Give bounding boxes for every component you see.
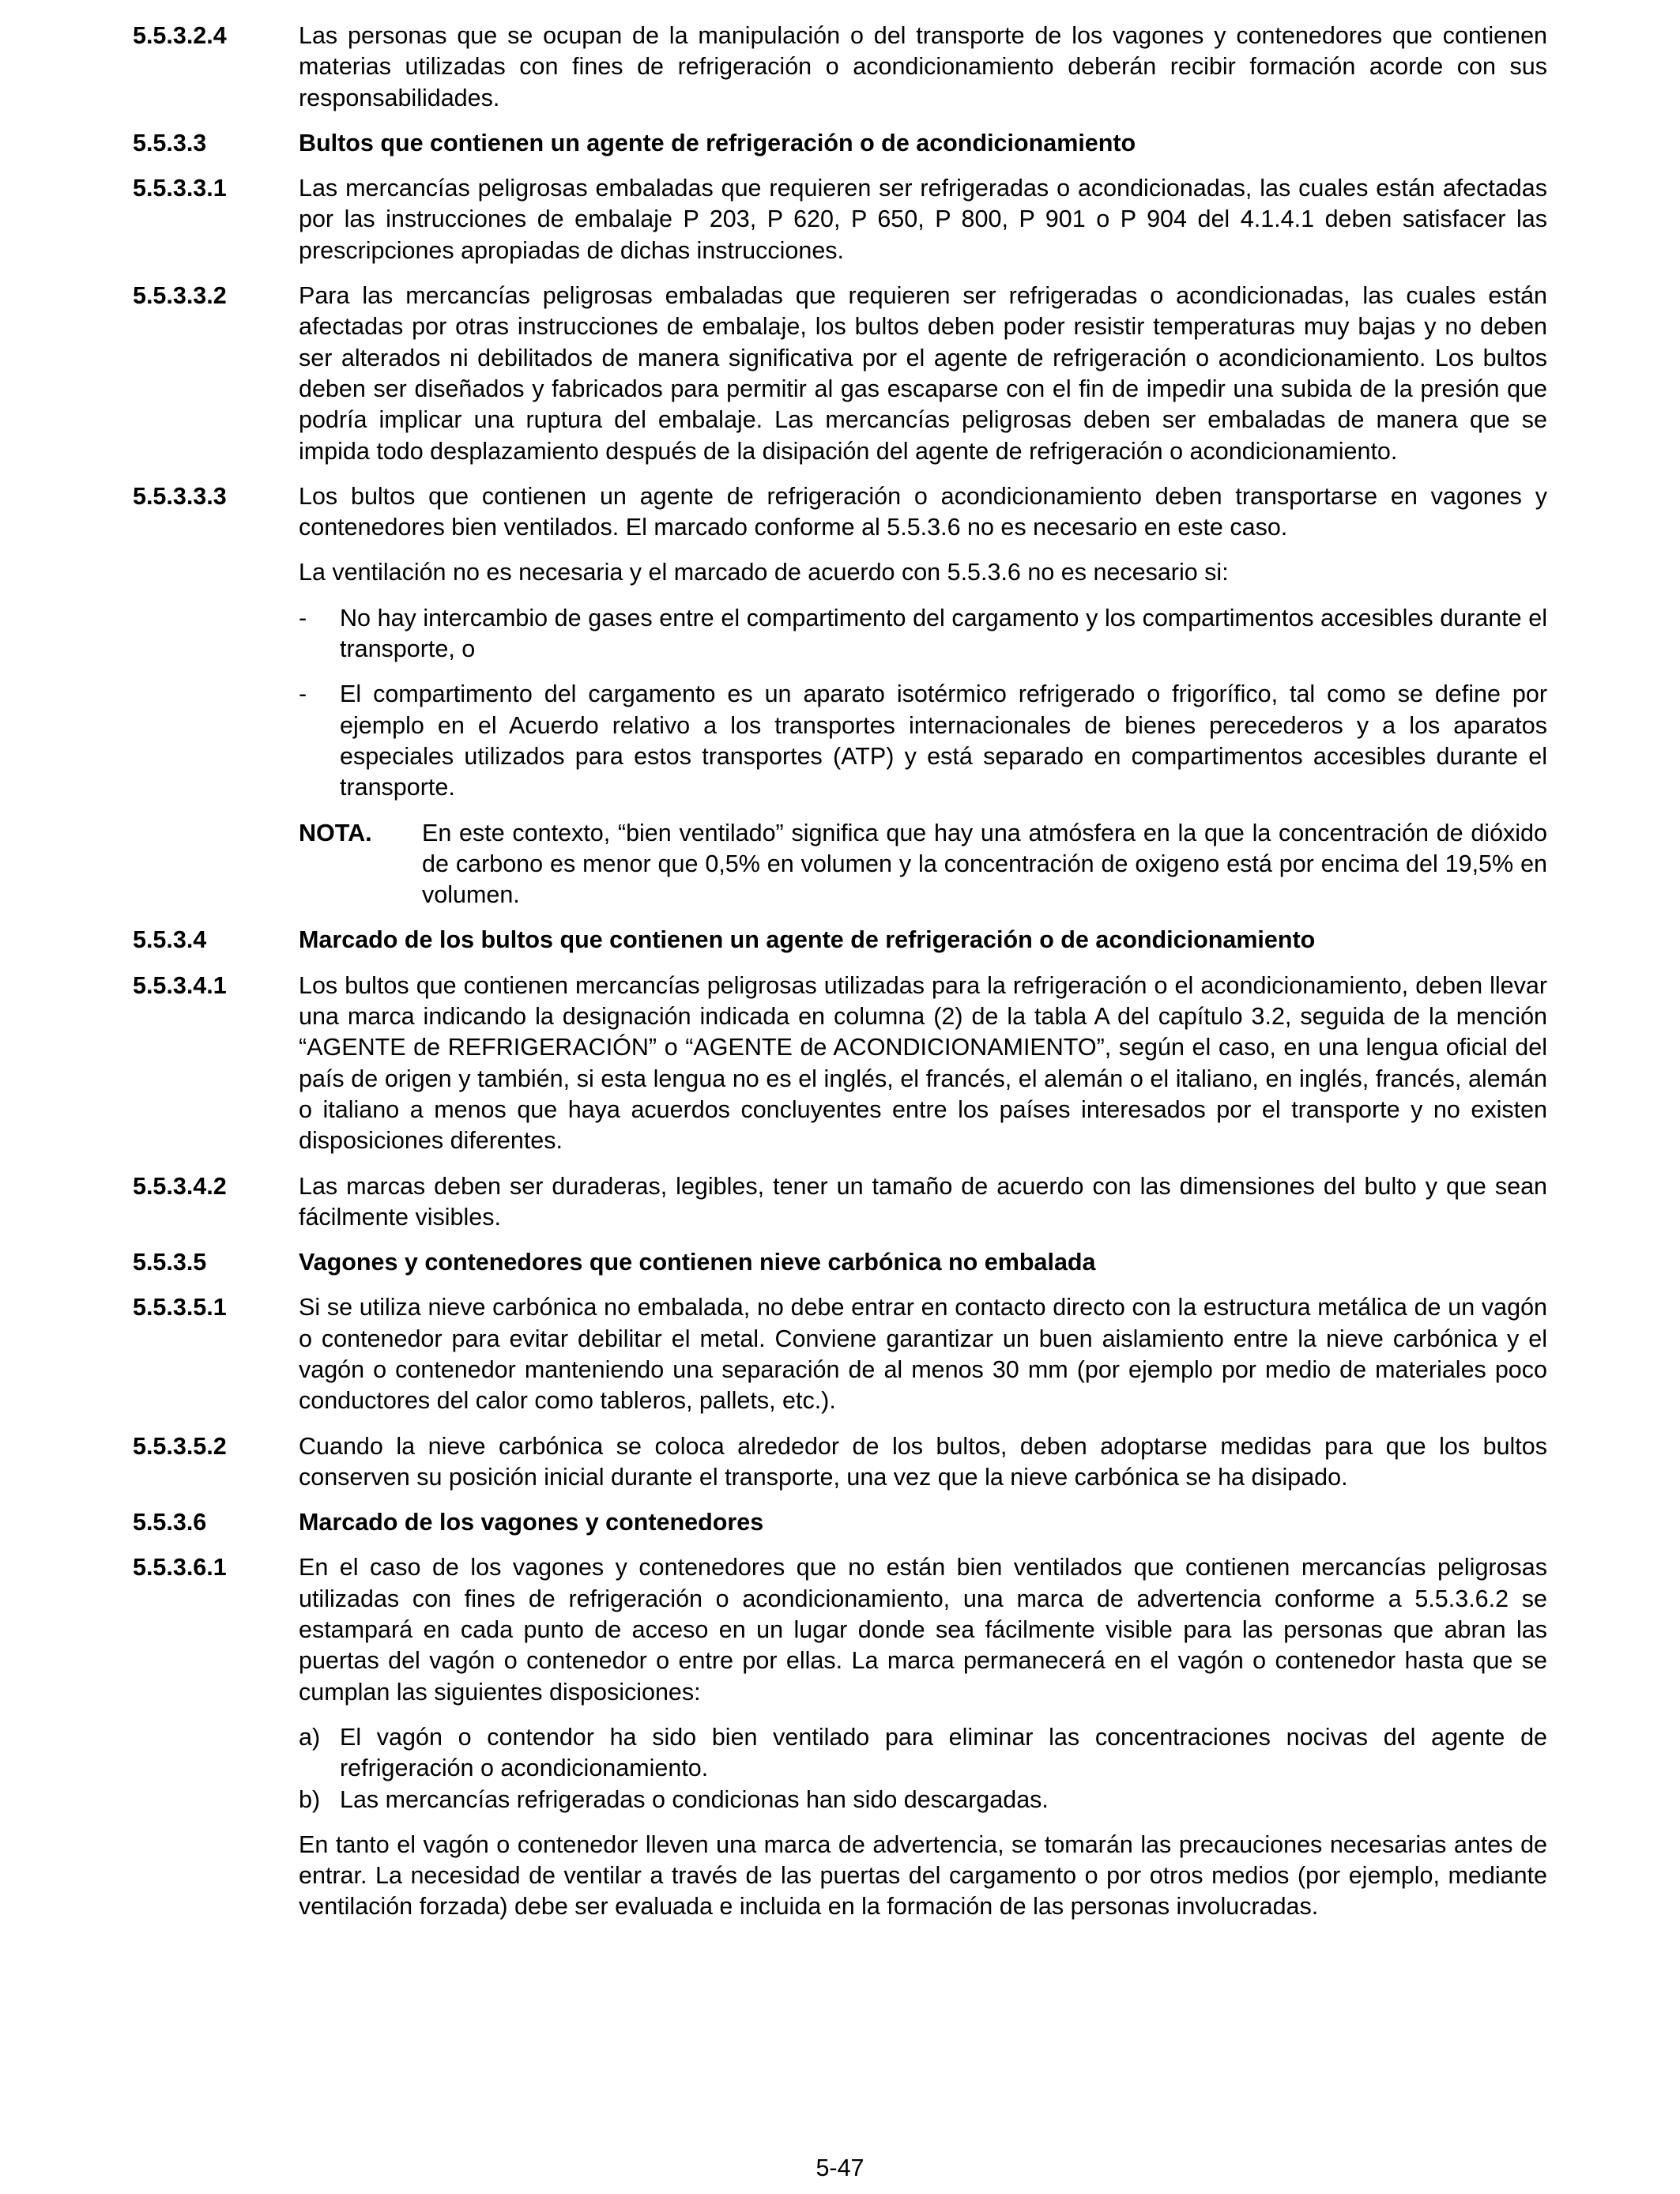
list-marker: a) bbox=[299, 1723, 321, 1751]
section-title: Vagones y contenedores que contienen nieve carbónica no embalada bbox=[299, 1249, 1096, 1276]
paragraph-text: Cuando la nieve carbónica se coloca alrededor de los bultos, deben adoptarse medidas para que los bultos conserven su posición inicial durante el transporte, una vez que la nieve carbónica se ha disipado. bbox=[299, 1432, 1547, 1491]
paragraph-5-5-3-6-1 bbox=[133, 1552, 1547, 1707]
note-text: En este contexto, “bien ventilado” significa que hay una atmósfera en la que la concentración de dióxido de carbono es menor que 0,5% en volumen y la concentración de oxigeno está por encima del 19,5% en volumen. bbox=[422, 819, 1547, 909]
paragraph-number: 5.5.3.5.1 bbox=[133, 1294, 227, 1321]
document-page bbox=[133, 21, 1547, 1937]
section-heading-5-5-3-5 bbox=[133, 1247, 1547, 1278]
paragraph-text: Los bultos que contienen un agente de refrigeración o acondicionamiento deben transportarse en vagones y contenedores bien ventilados. El marcado conforme al 5.5.3.6 no es necesario en este caso. bbox=[299, 482, 1547, 541]
list-item-text: El vagón o contendor ha sido bien ventilado para eliminar las concentraciones nocivas del agente de refrigeración o acondicionamiento. bbox=[340, 1723, 1547, 1782]
list-item bbox=[299, 603, 1547, 665]
section-heading-5-5-3-3 bbox=[133, 128, 1547, 159]
paragraph-text: En el caso de los vagones y contenedores que no están bien ventilados que contienen mercancías peligrosas utilizadas con fines de refrigeración o acondicionamiento, una marca de advertencia conforme a 5.5.3.6.2 se estampará en cada punto de acceso en un lugar donde sea fácilmente visible para las personas que abran las puertas del vagón o contenedor o entre por ellas. La marca permanecerá en el vagón o contenedor hasta que se cumplan las siguientes disposiciones: bbox=[299, 1554, 1547, 1706]
paragraph-5-5-3-3-3-continuation bbox=[299, 557, 1547, 910]
list-item bbox=[299, 1785, 1547, 1815]
conditions-intro: La ventilación no es necesaria y el marcado de acuerdo con 5.5.3.6 no es necesario si: bbox=[299, 559, 1229, 586]
section-title: Marcado de los bultos que contienen un agente de refrigeración o de acondicionamiento bbox=[299, 926, 1316, 954]
paragraph-5-5-3-6-1-continuation bbox=[299, 1722, 1547, 1923]
paragraph-number: 5.5.3.4.1 bbox=[133, 971, 227, 999]
list-marker: b) bbox=[299, 1785, 321, 1813]
paragraph-number: 5.5.3.4.2 bbox=[133, 1172, 227, 1200]
note-label: NOTA. bbox=[299, 819, 372, 846]
paragraph-number: 5.5.3.2.4 bbox=[133, 22, 227, 49]
paragraph-text: Si se utiliza nieve carbónica no embalada, no debe entrar en contacto directo con la estructura metálica de un vagón o contenedor para evitar debilitar el metal. Conviene garantizar un buen aislamiento entre la nieve carbónica y el vagón o contenedor manteniendo una separación de al menos 30 mm (por ejemplo por medio de materiales poco conductores del calor como tableros, pallets, etc.). bbox=[299, 1294, 1547, 1415]
section-heading-5-5-3-4 bbox=[133, 925, 1547, 956]
paragraph-number: 5.5.3.6.1 bbox=[133, 1554, 227, 1581]
paragraph-5-5-3-5-1 bbox=[133, 1292, 1547, 1416]
section-number: 5.5.3.6 bbox=[133, 1509, 207, 1536]
section-heading-5-5-3-6 bbox=[133, 1507, 1547, 1538]
paragraph-number: 5.5.3.3.1 bbox=[133, 175, 227, 202]
paragraph-number: 5.5.3.5.2 bbox=[133, 1432, 227, 1460]
paragraph-text: Las marcas deben ser duraderas, legibles, tener un tamaño de acuerdo con las dimensiones del bulto y que sean fácilmente visibles. bbox=[299, 1172, 1547, 1231]
list-item-text: El compartimento del cargamento es un aparato isotérmico refrigerado o frigorífico, tal como se define por ejemplo en el Acuerdo relativo a los transportes internacionales de bienes perecederos y a los aparatos especiales utilizados para estos transportes (ATP) y está separado en compartimentos accesibles durante el transporte. bbox=[340, 680, 1547, 801]
list-item-text: No hay intercambio de gases entre el compartimento del cargamento y los compartimentos accesibles durante el transporte, o bbox=[340, 604, 1547, 663]
section-title: Marcado de los vagones y contenedores bbox=[299, 1509, 764, 1536]
closing-paragraph: En tanto el vagón o contenedor lleven una marca de advertencia, se tomarán las precauciones necesarias antes de entrar. La necesidad de ventilar a través de las puertas del cargamento o por otros medios (por ejemplo, mediante ventilación forzada) debe ser evaluada e incluida en la formación de las personas involucradas. bbox=[299, 1830, 1547, 1921]
paragraph-number: 5.5.3.3.2 bbox=[133, 282, 227, 310]
section-number: 5.5.3.4 bbox=[133, 926, 207, 954]
list-item-text: Las mercancías refrigeradas o condicionas han sido descargadas. bbox=[340, 1785, 1049, 1813]
section-number: 5.5.3.3 bbox=[133, 129, 207, 156]
paragraph-number: 5.5.3.3.3 bbox=[133, 482, 227, 510]
section-title: Bultos que contienen un agente de refrigeración o de acondicionamiento bbox=[299, 129, 1136, 156]
paragraph-text: Los bultos que contienen mercancías peligrosas utilizadas para la refrigeración o el acondicionamiento, deben llevar una marca indicando la designación indicada en columna (2) de la tabla A del capítulo 3.2, seguida de la mención “AGENTE de REFRIGERACIÓN” o “AGENTE de ACONDICIONAMIENTO”, según el caso, en una lengua oficial del país de origen y también, si esta lengua no es el inglés, el francés, el alemán o el italiano, en inglés, francés, alemán o italiano a menos que haya acuerdos concluyentes entre los países interesados por el transporte y no existen disposiciones diferentes. bbox=[299, 971, 1547, 1155]
list-marker: - bbox=[299, 604, 307, 631]
list-marker: - bbox=[299, 680, 307, 708]
list-item bbox=[299, 679, 1547, 803]
paragraph-5-5-3-2-4 bbox=[133, 21, 1547, 114]
paragraph-5-5-3-5-2 bbox=[133, 1431, 1547, 1494]
page-number: 5-47 bbox=[816, 2154, 864, 2181]
paragraph-5-5-3-3-2 bbox=[133, 281, 1547, 467]
section-number: 5.5.3.5 bbox=[133, 1249, 207, 1276]
paragraph-5-5-3-4-1 bbox=[133, 971, 1547, 1157]
paragraph-text: Las personas que se ocupan de la manipulación o del transporte de los vagones y contenedores que contienen materias utilizadas con fines de refrigeración o acondicionamiento deberán recibir formación acorde con sus responsabilidades. bbox=[299, 22, 1547, 111]
list-item bbox=[299, 1722, 1547, 1785]
paragraph-text: Las mercancías peligrosas embaladas que requieren ser refrigeradas o acondicionadas, las cuales están afectadas por las instrucciones de embalaje P 203, P 620, P 650, P 800, P 901 o P 904 del 4.1.4.1 deben satisfacer las prescripciones apropiadas de dichas instrucciones. bbox=[299, 175, 1547, 264]
paragraph-text: Para las mercancías peligrosas embaladas que requieren ser refrigeradas o acondicionadas, las cuales están afectadas por otras instrucciones de embalaje, los bultos deben poder resistir temperaturas muy bajas y no deben ser alterados ni debilitados de manera significativa por el agente de refrigeración o acondicionamiento. Los bultos deben ser diseñados y fabricados para permitir al gas escaparse con el fin de impedir una subida de la presión que podría implicar una ruptura del embalaje. Las mercancías peligrosas deben ser embaladas de manera que se impida todo desplazamiento después de la disipación del agente de refrigeración o acondicionamiento. bbox=[299, 282, 1547, 465]
paragraph-5-5-3-4-2 bbox=[133, 1171, 1547, 1234]
paragraph-5-5-3-3-1 bbox=[133, 173, 1547, 266]
paragraph-5-5-3-3-3 bbox=[133, 481, 1547, 544]
note-block bbox=[299, 818, 1547, 911]
